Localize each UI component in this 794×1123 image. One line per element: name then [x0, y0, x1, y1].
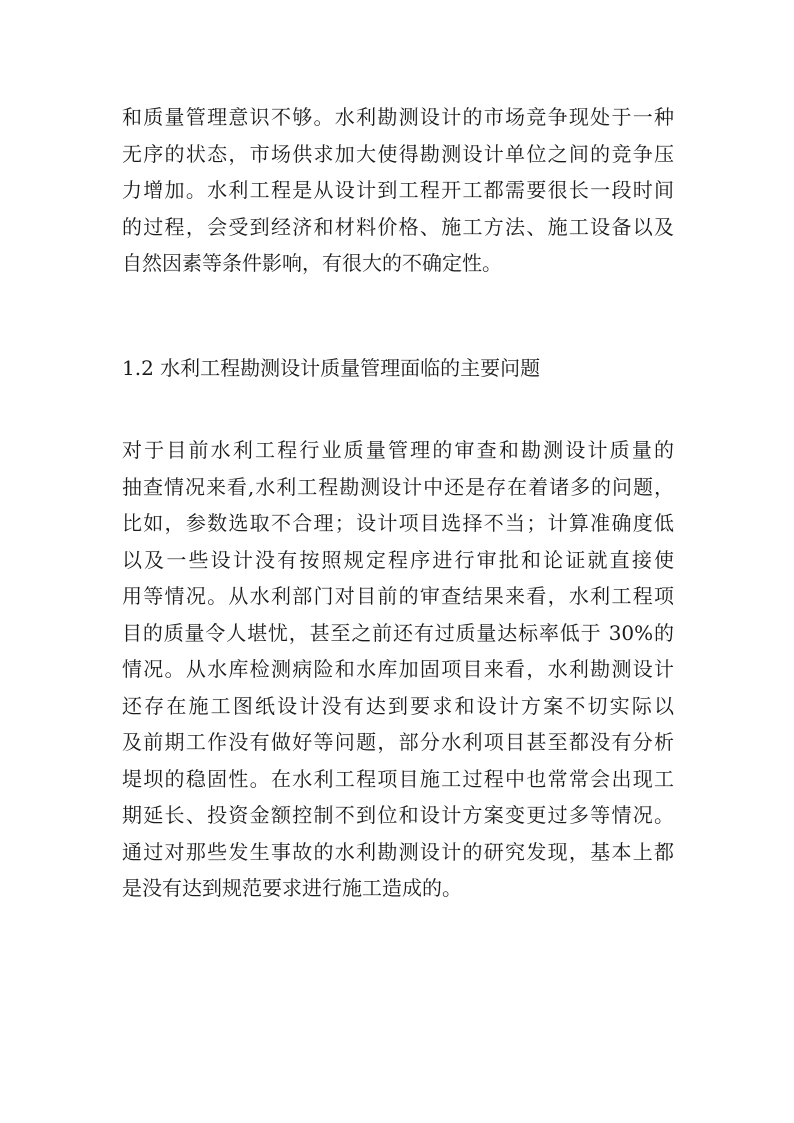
- paragraph-line: 力增加。水利工程是从设计到工程开工都需要很长一段时间: [122, 178, 674, 202]
- section-heading: [122, 350, 674, 387]
- paragraph-line: 用等情况。从水利部门对目前的审查结果来看，水利工程项: [122, 584, 674, 608]
- paragraph-line: 情况。从水库检测病险和水库加固项目来看，水利勘测设计: [122, 657, 674, 681]
- paragraph-problems: [122, 432, 674, 907]
- paragraph-line: 堤坝的稳固性。在水利工程项目施工过程中也常常会出现工: [122, 766, 674, 791]
- paragraph-line: 抽查情况来看,水利工程勘测设计中还是存在着诸多的问题，: [122, 474, 674, 499]
- paragraph-line: 自然因素等条件影响，有很大的不确定性。: [122, 251, 502, 275]
- paragraph-line: 和质量管理意识不够。水利勘测设计的市场竞争现处于一种: [122, 105, 674, 129]
- paragraph-line: 是没有达到规范要求进行施工造成的。: [122, 876, 462, 900]
- section-heading-text: 1.2 水利工程勘测设计质量管理面临的主要问题: [122, 356, 541, 380]
- paragraph-line: 及前期工作没有做好等问题，部分水利项目甚至都没有分析: [122, 730, 674, 754]
- paragraph-line: 目的质量令人堪忧，甚至之前还有过质量达标率低于 30%的: [122, 620, 674, 645]
- paragraph-line: 以及一些设计没有按照规定程序进行审批和论证就直接使: [122, 547, 674, 572]
- paragraph-line: 比如，参数选取不合理；设计项目选择不当；计算准确度低: [122, 511, 674, 535]
- paragraph-line: 的过程，会受到经济和材料价格、施工方法、施工设备以及: [122, 214, 674, 239]
- paragraph-line: 还存在施工图纸设计没有达到要求和设计方案不切实际以: [122, 693, 674, 718]
- paragraph-line: 无序的状态，市场供求加大使得勘测设计单位之间的竞争压: [122, 141, 674, 166]
- paragraph-line: 通过对那些发生事故的水利勘测设计的研究发现，基本上都: [122, 839, 674, 864]
- paragraph-line: 对于目前水利工程行业质量管理的审查和勘测设计质量的: [122, 438, 674, 462]
- paragraph-intro: [122, 99, 674, 282]
- paragraph-line: 期延长、投资金额控制不到位和设计方案变更过多等情况。: [122, 803, 674, 827]
